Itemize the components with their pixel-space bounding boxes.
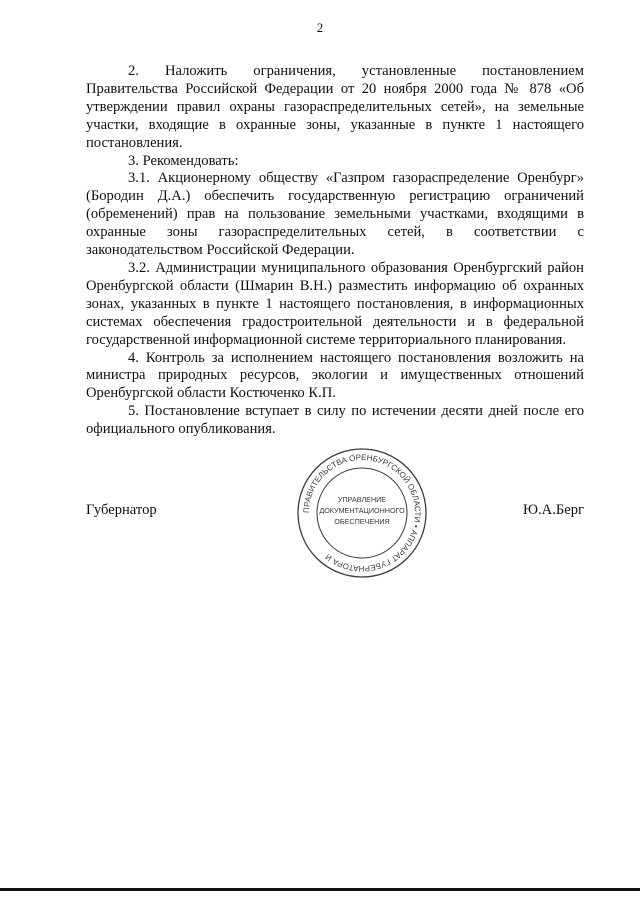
paragraph-4: 4. Контроль за исполнением настоящего постановления возложить на министра природных ресурсов, экологии и имущественных отношений Оренбургской области Костюченко К.П. (86, 349, 584, 402)
seal-center-line-1: УПРАВЛЕНИЕ (337, 495, 387, 504)
paragraph-3-2: 3.2. Администрации муниципального образования Оренбургский район Оренбургской области (Шмарин В.Н.) разместить информацию об охранных зонах, указанных в пункте 1 настоящего постановления, в информационных системах обеспечения градостроительной деятельности и в федеральной государственной информационной системе территориального планирования. (86, 259, 584, 348)
bottom-rule (0, 888, 640, 891)
signatory-name: Ю.А.Берг (523, 502, 584, 518)
document-body (86, 63, 584, 439)
paragraph-2: 2. Наложить ограничения, установленные постановлением Правительства Российской Федерации от 20 ноября 2000 года № 878 «Об утверждении правил охраны газораспределительных сетей», на земельные участки, входящие в охранные зоны, указанные в пункте 1 настоящего постановления. (86, 63, 584, 151)
paragraph-3: 3. Рекомендовать: (128, 152, 239, 169)
paragraph-5: 5. Постановление вступает в силу по истечении десяти дней после его официального опубликования. (86, 403, 584, 438)
seal-ring-textpath: ПРАВИТЕЛЬСТВА ОРЕНБУРГСКОЙ ОБЛАСТИ • АППАРАТ ГУБЕРНАТОРА И (301, 452, 423, 574)
official-seal (296, 447, 428, 579)
paragraph-3-1: 3.1. Акционерному обществу «Газпром газораспределение Оренбург» (Бородин Д.А.) обеспечить государственную регистрацию ограничений (обременений) прав на пользование земельными участками, входящими в охранные зоны газораспределительных сетей, в соответствии с законодательством Российской Федерации. (86, 170, 584, 259)
seal-center-line-2: ДОКУМЕНТАЦИОННОГО (319, 506, 405, 515)
page-number: 2 (316, 20, 324, 35)
seal-center-line-3: ОБЕСПЕЧЕНИЯ (334, 517, 390, 526)
signatory-title: Губернатор (86, 502, 157, 518)
